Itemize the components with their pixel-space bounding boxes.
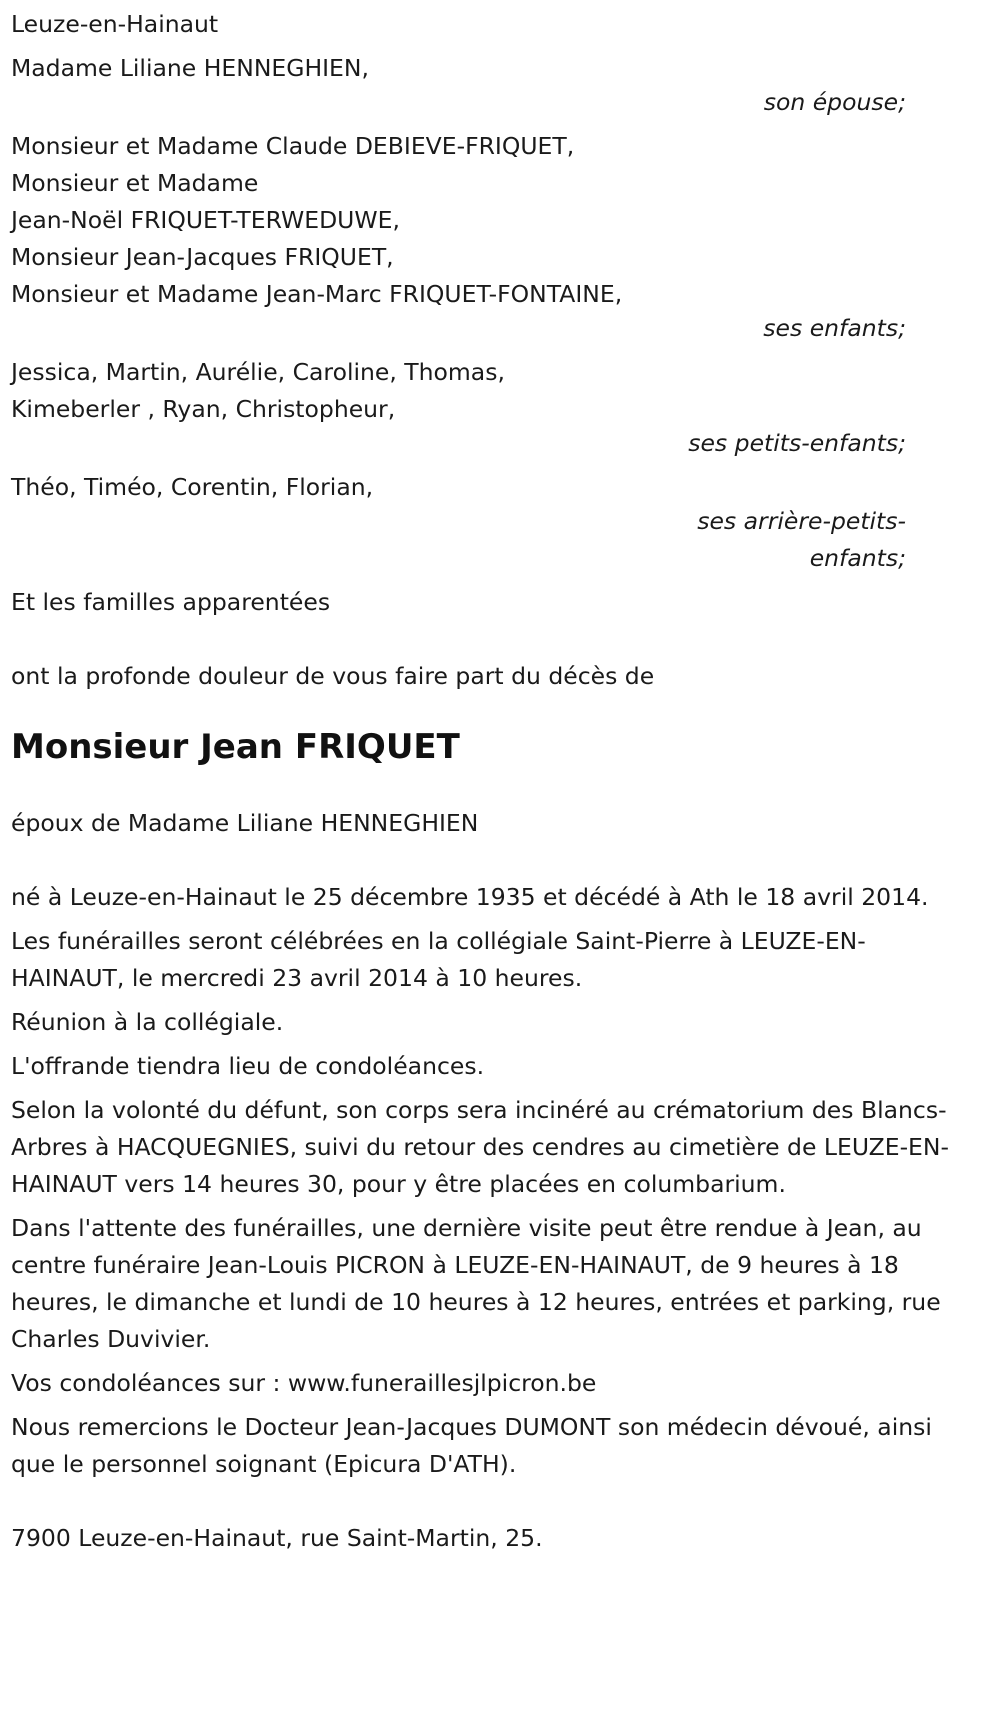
spouse-line: époux de Madame Liliane HENNEGHIEN bbox=[11, 809, 479, 837]
deceased-name: Monsieur Jean FRIQUET bbox=[11, 727, 460, 767]
family-role-label: son épouse; bbox=[763, 88, 906, 116]
announcement-line: ont la profonde douleur de vous faire part du décès de bbox=[11, 662, 655, 690]
family-name-line: Jean-Noël FRIQUET-TERWEDUWE, bbox=[11, 206, 400, 234]
paragraph-visitation: Dans l'attente des funérailles, une dernière visite peut être rendue à Jean, au centre funéraire Jean-Louis PICRON à LEUZE-EN-HAINAUT, de 9 heures à 18 heures, le dimanche et lundi de 10 heures à 12 heures, entrées et parking, rue Charles Duvivier. bbox=[11, 1214, 941, 1353]
role-line: ses arrière-petits- bbox=[697, 507, 906, 535]
family-name-line: Madame Liliane HENNEGHIEN, bbox=[11, 54, 369, 82]
family-name-line: Monsieur et Madame Jean-Marc FRIQUET-FONTAINE, bbox=[11, 280, 623, 308]
family-group-children bbox=[11, 128, 995, 347]
family-group-grandchildren bbox=[11, 354, 995, 462]
family-role-label: ses petits-enfants; bbox=[688, 429, 906, 457]
related-families-line: Et les familles apparentées bbox=[11, 588, 331, 616]
family-group-spouse bbox=[11, 50, 995, 121]
family-name-line: Monsieur Jean-Jacques FRIQUET, bbox=[11, 243, 394, 271]
family-name-line: Jessica, Martin, Aurélie, Caroline, Thomas, bbox=[11, 358, 505, 386]
family-name-line: Monsieur et Madame Claude DEBIEVE-FRIQUET, bbox=[11, 132, 575, 160]
paragraph-funeral: Les funérailles seront célébrées en la collégiale Saint-Pierre à LEUZE-EN-HAINAUT, le mercredi 23 avril 2014 à 10 heures. bbox=[11, 927, 866, 992]
paragraph-birth-death: né à Leuze-en-Hainaut le 25 décembre 1935 et décédé à Ath le 18 avril 2014. bbox=[11, 883, 929, 911]
obituary-notice bbox=[11, 6, 995, 1557]
family-name-line: Théo, Timéo, Corentin, Florian, bbox=[11, 473, 374, 501]
paragraph-cremation: Selon la volonté du défunt, son corps sera incinéré au crématorium des Blancs-Arbres à HACQUEGNIES, suivi du retour des cendres au cimetière de LEUZE-EN-HAINAUT vers 14 heures 30, pour y être placées en columbarium. bbox=[11, 1096, 949, 1198]
paragraph-offering: L'offrande tiendra lieu de condoléances. bbox=[11, 1052, 485, 1080]
paragraph-meeting: Réunion à la collégiale. bbox=[11, 1008, 284, 1036]
family-role-label: ses enfants; bbox=[763, 314, 906, 342]
role-line: enfants; bbox=[809, 544, 906, 572]
family-name-line: Kimeberler , Ryan, Christopheur, bbox=[11, 395, 396, 423]
address-line: 7900 Leuze-en-Hainaut, rue Saint-Martin, 25. bbox=[11, 1524, 543, 1552]
family-group-great-grandchildren bbox=[11, 469, 995, 577]
paragraph-thanks: Nous remercions le Docteur Jean-Jacques DUMONT son médecin dévoué, ainsi que le personnel soignant (Epicura D'ATH). bbox=[11, 1413, 932, 1478]
city-heading: Leuze-en-Hainaut bbox=[11, 10, 219, 38]
paragraph-condolences: Vos condoléances sur : www.funeraillesjlpicron.be bbox=[11, 1369, 597, 1397]
family-role-label bbox=[11, 503, 906, 577]
family-name-line: Monsieur et Madame bbox=[11, 169, 259, 197]
